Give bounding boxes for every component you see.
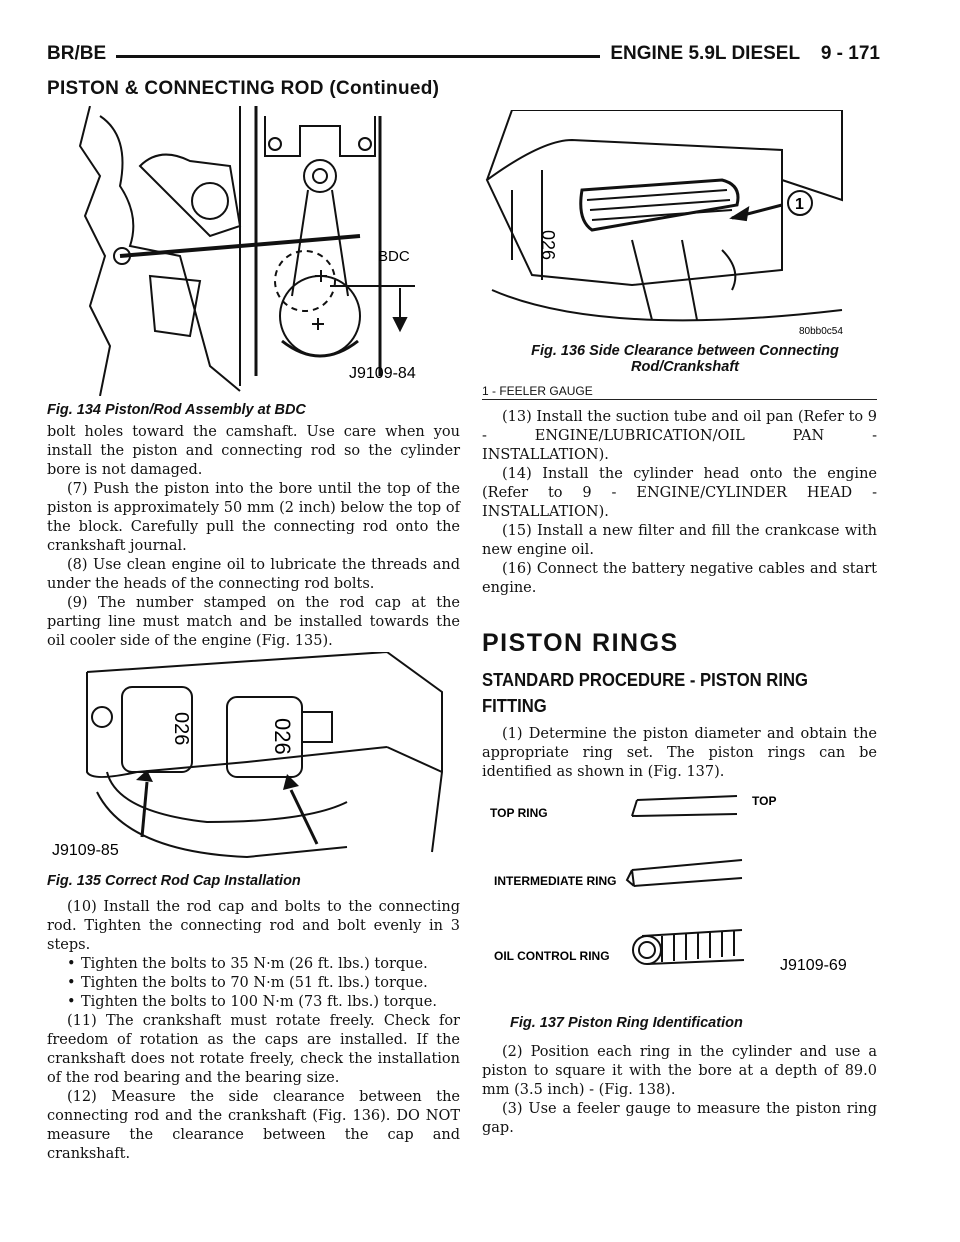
step-14: (14) Install the cylinder head onto the engine (Refer to 9 - ENGINE/CYLINDER HEAD - INSTALLATION). [482,466,877,520]
label-oil-control-ring: OIL CONTROL RING [494,949,610,963]
fig136-stamp: 026 [538,230,558,261]
fig136-rule [482,399,877,400]
fig134-code: J9109-84 [349,365,416,382]
page-header [47,42,880,72]
fig137-code: J9109-69 [780,957,847,974]
torque-step: • Tighten the bolts to 35 N·m (26 ft. lbs.) torque. [67,955,460,974]
figure-135 [47,652,460,867]
ring-step-2: (2) Position each ring in the cylinder and use a piston to square it with the bore at a depth of 89.0 mm (3.5 inch) - (Fig. 138). [482,1044,877,1098]
paragraph-continued: bolt holes toward the camshaft. Use care when you install the piston and connecting rod so the cylinder bore is not damaged. [47,424,460,478]
step-11: (11) The crankshaft must rotate freely. Check for freedom of rotation as the caps are installed. If the crankshaft does not rotate freely, check the installation of the rod bearing and the bearing size. [47,1013,460,1086]
label-top: TOP [752,794,777,808]
bdc-label: BDC [378,248,410,265]
header-model: BR/BE [47,42,116,66]
right-column [482,408,877,782]
ring-step-1: (1) Determine the piston diameter and obtain the appropriate ring set. The piston rings can be identified as shown in (Fig. 137). [482,726,877,780]
figure-136 [482,110,862,338]
side-clearance-illustration [482,110,862,338]
step-15: (15) Install a new filter and fill the crankcase with new engine oil. [482,523,877,558]
fig136-caption-line2: Rod/Crankshaft [631,359,739,375]
header-page-ref: ENGINE 5.9L DIESEL 9 - 171 [600,42,880,66]
label-intermediate-ring: INTERMEDIATE RING [494,874,617,888]
ring-step-3: (3) Use a feeler gauge to measure the piston ring gap. [482,1101,877,1136]
torque-step: • Tighten the bolts to 100 N·m (73 ft. lbs.) torque. [67,993,460,1012]
fig136-legend: 1 - FEELER GAUGE [482,384,593,398]
torque-steps-list [47,955,460,1012]
right-column-bottom [482,1043,877,1138]
figure-137 [482,790,877,975]
left-column-bottom [47,898,460,1164]
step-16: (16) Connect the battery negative cables and start engine. [482,561,877,596]
left-column-top [47,423,460,651]
step-7: (7) Push the piston into the bore until the top of the piston is approximately 50 mm (2 inch) below the top of the block. Carefully pull the connecting rod onto the crankshaft journal. [47,481,460,554]
section-title: PISTON & CONNECTING ROD (Continued) [47,78,440,99]
piston-ring-identification [482,790,877,975]
step-12: (12) Measure the side clearance between the connecting rod and the crankshaft (Fig. 136). DO NOT measure the clearance between the cap and crankshaft. [47,1089,460,1162]
rod-cap-illustration [47,652,460,867]
fig135-stamp-2: 026 [270,718,295,755]
figure-134 [60,106,455,396]
step-10: (10) Install the rod cap and bolts to the connecting rod. Tighten the connecting rod and bolt evenly in 3 steps. [47,899,460,953]
fig136-code: 80bb0c54 [799,326,843,337]
callout-number: 1 [795,196,804,213]
fig136-caption-line1: Fig. 136 Side Clearance between Connecting [531,343,839,359]
fig135-stamp-1: 026 [170,712,192,746]
fig135-code: J9109-85 [52,842,119,859]
step-9: (9) The number stamped on the rod cap at the parting line must match and be installed towards the oil cooler side of the engine (Fig. 135). [47,595,460,649]
fig137-caption: Fig. 137 Piston Ring Identification [510,1015,743,1031]
heading-standard-procedure: STANDARD PROCEDURE - PISTON RING FITTING [482,669,808,716]
fig134-caption: Fig. 134 Piston/Rod Assembly at BDC [47,402,306,418]
piston-rod-bdc-illustration [60,106,455,396]
step-8: (8) Use clean engine oil to lubricate the threads and under the heads of the connecting rod bolts. [47,557,460,592]
label-top-ring: TOP RING [490,806,548,820]
fig135-caption: Fig. 135 Correct Rod Cap Installation [47,873,301,889]
step-13: (13) Install the suction tube and oil pan (Refer to 9 - ENGINE/LUBRICATION/OIL PAN - INSTALLATION). [482,409,877,463]
heading-piston-rings: PISTON RINGS [482,629,679,657]
fig136-caption [510,343,860,375]
torque-step: • Tighten the bolts to 70 N·m (51 ft. lbs.) torque. [67,974,460,993]
